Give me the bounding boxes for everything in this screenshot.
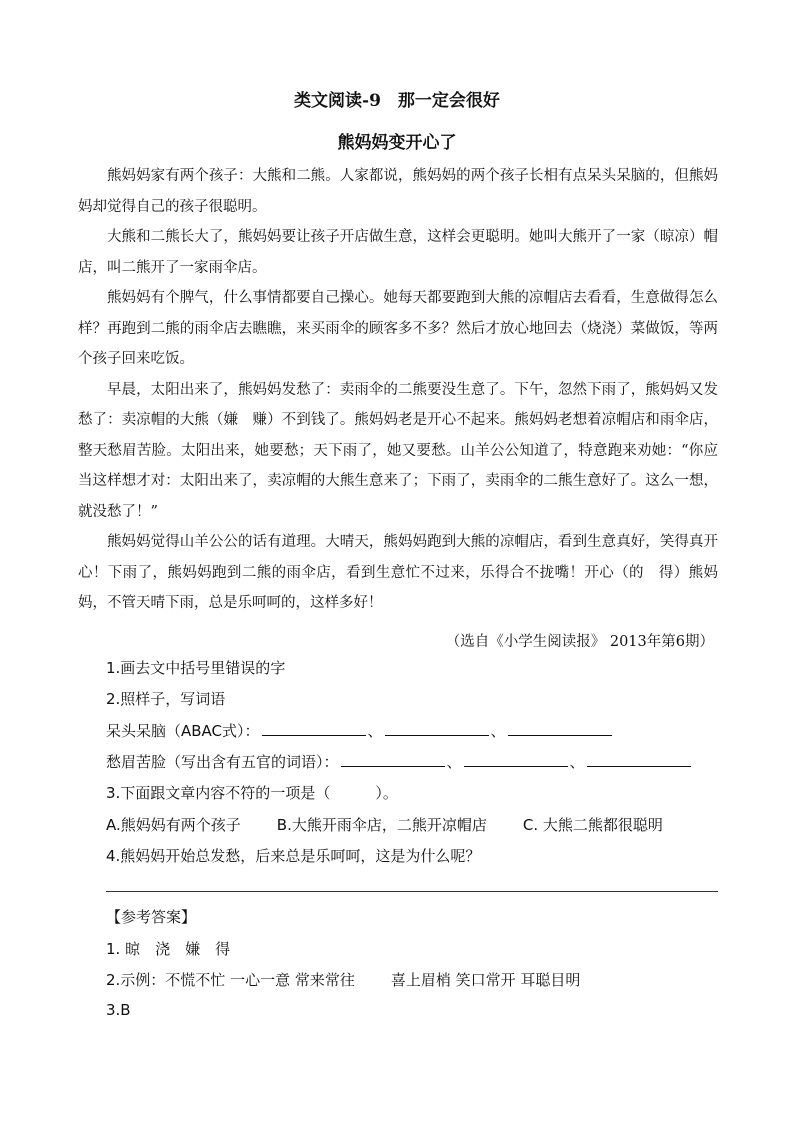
answer-3: 3.B (106, 1001, 131, 1019)
question-3: 3.下面跟文章内容不符的一项是（ ）。 (106, 784, 398, 802)
answer-2-part1: 2.示例：不慌不忙 一心一意 常来常往 (106, 971, 355, 989)
story-paragraph: 早晨，太阳出来了，熊妈妈发愁了：卖雨伞的二熊要没生意了。下午，忽然下雨了，熊妈妈又发愁了：卖凉帽的大熊（嫌 赚）不到钱了。熊妈妈老是开心不起来。熊妈妈老想着凉帽店和雨伞店，整天愁眉苦脸。太阳出来，她要愁；天下雨了，她又要愁。山羊公公知道了，特意跑来劝她：“你应当这样想才对：太阳出来了，卖凉帽的大熊生意来了；下雨了，卖雨伞的二熊生意好了。这么一想，就没愁了！” (78, 381, 718, 520)
question-4: 4.熊妈妈开始总发愁，后来总是乐呵呵，这是为什么呢？ (106, 847, 481, 865)
answer-1: 1. 晾 浇 嫌 得 (106, 940, 231, 958)
answer-blank[interactable] (341, 752, 445, 767)
story-title: 熊妈妈变开心了 (337, 133, 457, 153)
answer-blank[interactable] (587, 752, 691, 767)
question-1: 1.画去文中括号里错误的字 (106, 659, 286, 677)
story-paragraph: 熊妈妈觉得山羊公公的话有道理。大晴天，熊妈妈跑到大熊的凉帽店，看到生意真好，笑得真开心！下雨了，熊妈妈跑到二熊的雨伞店，看到生意忙不过来，乐得合不拢嘴！开心（的 得）熊妈妈，不管天晴下雨，总是乐呵呵的，这样多好！ (78, 534, 718, 611)
story-body (78, 161, 718, 619)
answer-blank[interactable] (508, 721, 612, 736)
question-2a: 呆头呆脑（ABAC式）： 、 、 (106, 720, 614, 741)
source-citation: （选自《小学生阅读报》 2013年第6期） (445, 634, 714, 650)
page-title: 类文阅读-9 那一定会很好 (294, 91, 500, 111)
question-2: 2.照样子，写词语 (106, 690, 226, 708)
answer-blank[interactable] (385, 721, 489, 736)
answer-2-part2: 喜上眉梢 笑口常开 耳聪目明 (390, 971, 581, 989)
option-a: A.熊妈妈有两个孩子 (106, 816, 241, 834)
story-paragraph: 大熊和二熊长大了，熊妈妈要让孩子开店做生意，这样会更聪明。她叫大熊开了一家（晾凉）帽店，叫二熊开了一家雨伞店。 (78, 229, 718, 276)
option-b: B.大熊开雨伞店，二熊开凉帽店 (276, 816, 487, 834)
divider (106, 891, 718, 892)
question-2a-label: 呆头呆脑（ABAC式）： (106, 722, 260, 740)
answer-2 (106, 969, 580, 990)
option-c: C. 大熊二熊都很聪明 (522, 816, 663, 834)
answer-blank[interactable] (464, 752, 568, 767)
question-3-options (106, 814, 699, 835)
answers-heading: 【参考答案】 (106, 908, 197, 926)
story-paragraph: 熊妈妈家有两个孩子：大熊和二熊。人家都说，熊妈妈的两个孩子长相有点呆头呆脑的，但熊妈妈却觉得自己的孩子很聪明。 (78, 168, 718, 215)
question-2b-label: 愁眉苦脸（写出含有五官的词语）： (106, 753, 339, 771)
question-2b: 愁眉苦脸（写出含有五官的词语）： 、 、 (106, 751, 693, 772)
story-paragraph: 熊妈妈有个脾气，什么事情都要自己操心。她每天都要跑到大熊的凉帽店去看看，生意做得怎么样？再跑到二熊的雨伞店去瞧瞧，来买雨伞的顾客多不多？然后才放心地回去（烧浇）菜做饭，等两个孩子回来吃饭。 (78, 290, 718, 367)
answer-blank[interactable] (262, 721, 366, 736)
